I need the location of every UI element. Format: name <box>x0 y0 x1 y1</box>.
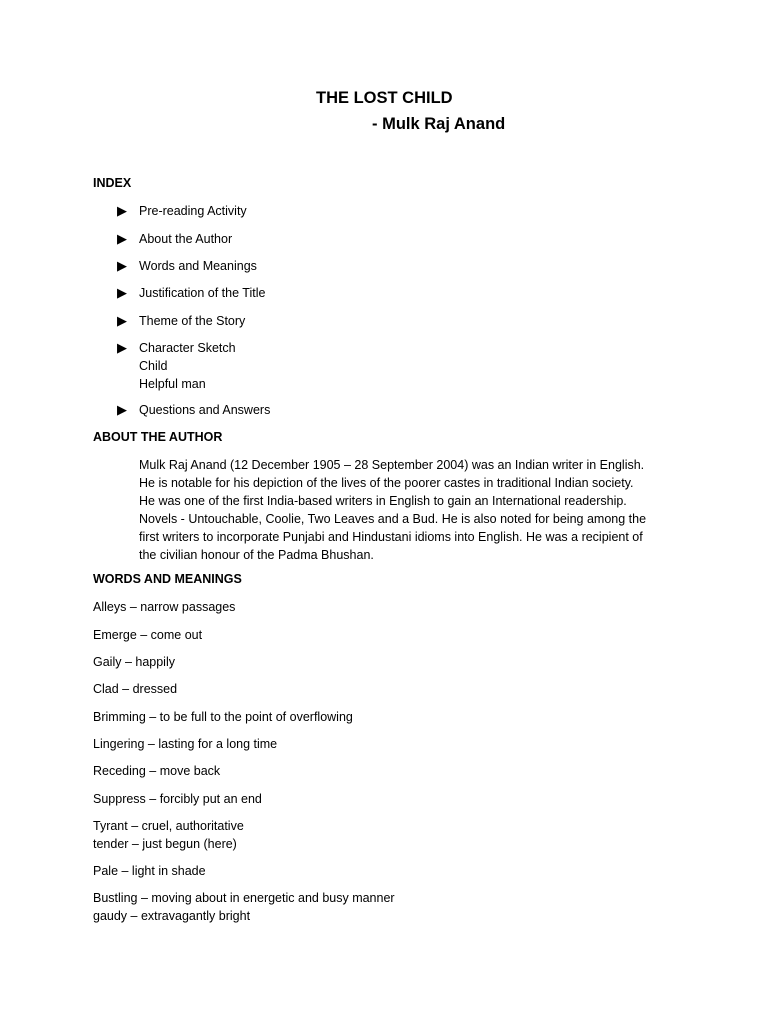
triangle-bullet-icon: ▶ <box>117 231 127 246</box>
word-meaning-line: Emerge – come out <box>93 628 203 642</box>
word-meaning-line: tender – just begun (here) <box>93 836 237 851</box>
paragraph-line: He is notable for his depiction of the lives of the poorer castes in traditional Indian society. <box>139 475 634 490</box>
triangle-bullet-icon: ▶ <box>117 340 127 355</box>
word-meaning-line: Brimming – to be full to the point of overflowing <box>93 710 353 724</box>
word-meaning-line: Gaily – happily <box>93 655 175 669</box>
triangle-bullet-icon: ▶ <box>117 203 127 218</box>
word-meaning-line: Suppress – forcibly put an end <box>93 792 262 806</box>
word-meaning-entry <box>93 599 235 617</box>
word-meaning-line: Lingering – lasting for a long time <box>93 737 278 751</box>
index-item-label: Pre-reading Activity <box>139 204 247 218</box>
triangle-bullet-icon: ▶ <box>117 402 127 417</box>
word-meaning-entry <box>93 763 220 781</box>
word-meaning-entry <box>93 890 395 925</box>
about-author-paragraph <box>139 457 679 564</box>
triangle-bullet-icon: ▶ <box>117 258 127 273</box>
paragraph-line: He was one of the first India-based writers in English to gain an International readership. <box>139 493 627 508</box>
paragraph-line: the civilian honour of the Padma Bhushan. <box>139 547 374 562</box>
index-item-label: Justification of the Title <box>139 286 266 300</box>
word-meaning-line: Tyrant – cruel, authoritative <box>93 819 244 833</box>
triangle-bullet-icon: ▶ <box>117 285 127 300</box>
words-meanings-heading: WORDS AND MEANINGS <box>93 572 242 586</box>
word-meaning-entry <box>93 681 177 699</box>
index-item-label: About the Author <box>139 232 233 246</box>
index-subitem-label: Child <box>139 359 168 373</box>
word-meaning-entry <box>93 863 206 881</box>
word-meaning-line: Receding – move back <box>93 764 221 778</box>
author-line: - Mulk Raj Anand <box>372 115 506 133</box>
paragraph-line: Novels - Untouchable, Coolie, Two Leaves and a Bud. He is also noted for being among the <box>139 511 647 526</box>
word-meaning-entry <box>93 627 202 645</box>
index-item-label: Character Sketch <box>139 341 236 355</box>
word-meaning-line: Alleys – narrow passages <box>93 600 236 614</box>
index-heading: INDEX <box>93 176 132 190</box>
word-meaning-entry <box>93 654 175 672</box>
triangle-bullet-icon: ▶ <box>117 313 127 328</box>
index-item-label: Words and Meanings <box>139 259 257 273</box>
index-item-label: Questions and Answers <box>139 403 271 417</box>
word-meaning-entry <box>93 791 262 809</box>
word-meaning-line: gaudy – extravagantly bright <box>93 908 251 923</box>
index-subitem-label: Helpful man <box>139 377 206 391</box>
document-title: THE LOST CHILD <box>316 89 453 107</box>
word-meaning-line: Bustling – moving about in energetic and busy manner <box>93 891 395 905</box>
word-meaning-line: Pale – light in shade <box>93 864 206 878</box>
word-meaning-entry <box>93 736 277 754</box>
word-meaning-entry <box>93 818 244 853</box>
about-author-heading: ABOUT THE AUTHOR <box>93 430 223 444</box>
word-meaning-entry <box>93 709 353 727</box>
paragraph-line: Mulk Raj Anand (12 December 1905 – 28 September 2004) was an Indian writer in English. <box>139 458 645 472</box>
paragraph-line: first writers to incorporate Punjabi and Hindustani idioms into English. He was a recipient of <box>139 529 643 544</box>
index-item-label: Theme of the Story <box>139 314 246 328</box>
word-meaning-line: Clad – dressed <box>93 682 178 696</box>
